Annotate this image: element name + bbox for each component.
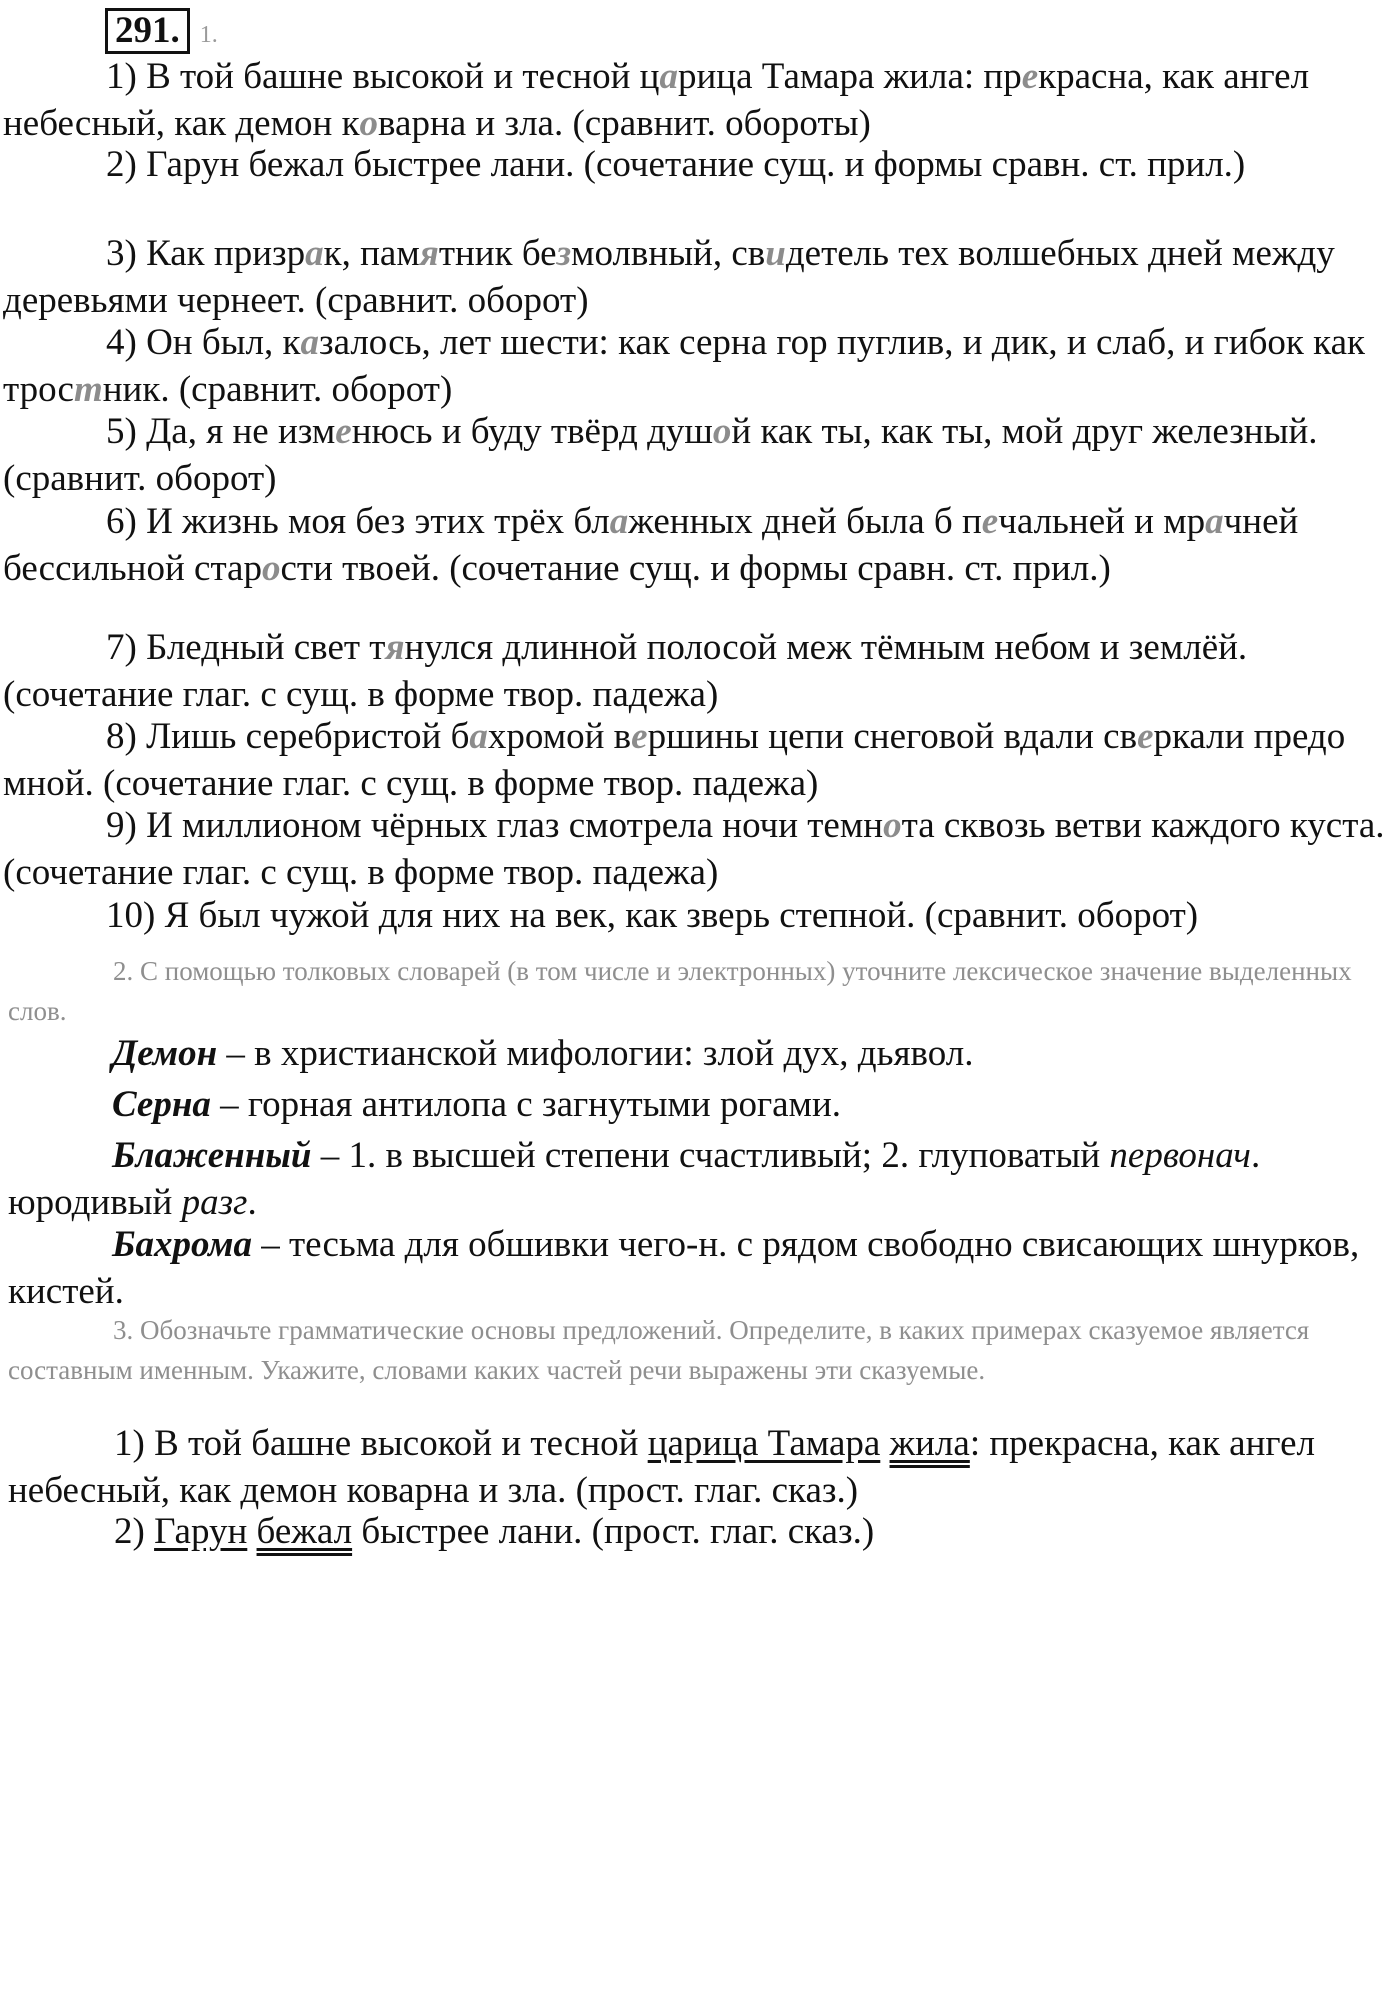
highlighted-letter: о (359, 103, 379, 144)
highlighted-letter: е (981, 501, 999, 542)
item-text: ркали предо мной. (сочетание глаг. с сущ. в форме твор. падежа) (3, 716, 1346, 804)
highlighted-letter: т (73, 369, 103, 410)
answer-text: 2) (114, 1511, 155, 1552)
definition-note: первонач (1109, 1135, 1251, 1176)
definition-term: Серна (112, 1084, 211, 1125)
item-text: нулся длинной полосой меж тёмным небом и землёй. (сочетание глаг. с сущ. в форме твор. падежа) (3, 627, 1248, 715)
definition-text: . юродивый (8, 1135, 1261, 1223)
highlighted-letter: е (631, 716, 648, 757)
highlighted-letter: е (1137, 716, 1154, 757)
item-text: молвный, св (571, 233, 766, 274)
answer-text: 1) В той башне высокой и тесной (114, 1423, 648, 1464)
highlighted-letter: а (659, 56, 678, 97)
task-prompt-2: 2. С помощью толковых словарей (в том числе и электронных) уточните лексическое значение выделенных слов. (8, 956, 1352, 1026)
definition-bakhroma (8, 1221, 1393, 1315)
highlighted-letter: я (419, 233, 439, 274)
list-item (3, 498, 1393, 592)
item-text: 4) Он был, к (106, 322, 301, 363)
highlighted-letter: е (1021, 56, 1039, 97)
list-item (3, 408, 1393, 502)
definition-note: разг (181, 1182, 248, 1223)
highlighted-letter: з (556, 233, 572, 274)
answer-text: быстрее лани. (прост. глаг. сказ.) (352, 1511, 875, 1552)
item-text: 10) Я был чужой для них на век, как зверь степной. (сравнит. оборот) (106, 895, 1199, 936)
answer-text (880, 1423, 889, 1464)
list-item (3, 319, 1393, 413)
definition-term: Блаженный (112, 1135, 312, 1176)
item-text: 3) Как призр (106, 233, 306, 274)
item-text: 1) В той башне высокой и тесной ц (106, 56, 660, 97)
item-text: чальней и мр (998, 501, 1206, 542)
list-item (3, 802, 1393, 896)
predicate-underline: бежал (256, 1511, 353, 1552)
highlighted-letter: о (261, 548, 281, 589)
predicate-underline: жила (889, 1423, 970, 1464)
definition-serna (8, 1081, 1393, 1128)
item-text: 9) И миллионом чёрных глаз смотрела ночи темн (106, 805, 884, 846)
highlighted-letter: а (609, 501, 629, 542)
definition-text: – 1. в высшей степени счастливый; 2. глуповатый (311, 1135, 1110, 1176)
highlighted-letter: о (712, 411, 732, 452)
definition-demon (8, 1030, 1393, 1077)
highlighted-letter: я (385, 627, 405, 668)
subject-underline: царица Тамара (647, 1423, 881, 1464)
task-prompt-3: 3. Обозначьте грамматические основы предложений. Определите, в каких примерах сказуемое является составным именным. Укажите, словами каких частей речи выражены эти сказуемые. (8, 1315, 1310, 1385)
item-text: красна, как ангел небесный, как демон к (3, 56, 1310, 144)
answer-item (8, 1508, 1393, 1555)
list-item (3, 141, 1393, 188)
list-item (3, 230, 1393, 324)
definition-text: – горная антилопа с загнутыми рогами. (210, 1084, 842, 1125)
item-text: варна и зла. (сравнит. обороты) (378, 103, 871, 144)
item-text: 2) Гарун бежал быстрее лани. (сочетание сущ. и формы сравн. ст. прил.) (106, 144, 1246, 185)
highlighted-letter: о (883, 805, 902, 846)
highlighted-letter: е (335, 411, 352, 452)
definition-text: – тесьма для обшивки чего-н. с рядом свободно свисающих шнурков, кистей. (8, 1224, 1360, 1312)
list-item (3, 892, 1393, 939)
definition-term: Бахрома (112, 1224, 252, 1265)
item-text: чней бессильной стар (3, 501, 1299, 589)
item-text: нюсь и буду твёрд душ (351, 411, 713, 452)
highlighted-letter: а (300, 322, 319, 363)
item-text: рица Тамара жила: пр (677, 56, 1022, 97)
highlighted-letter: а (305, 233, 324, 274)
item-text: й как ты, как ты, мой друг железный. (сравнит. оборот) (3, 411, 1318, 499)
item-text: ник. (сравнит. оборот) (102, 369, 453, 410)
item-text: залось, лет шести: как серна гор пуглив, и дик, и слаб, и гибок как трос (3, 322, 1365, 410)
answer-item (8, 1420, 1393, 1514)
task-header (105, 8, 218, 54)
subject-underline: Гарун (154, 1511, 248, 1552)
item-text: 8) Лишь серебристой б (106, 716, 470, 757)
highlighted-letter: а (469, 716, 488, 757)
item-text: 5) Да, я не изм (106, 411, 336, 452)
item-text: ршины цепи снеговой вдали св (647, 716, 1138, 757)
item-text: тник бе (438, 233, 557, 274)
list-item (3, 624, 1393, 718)
part-label: 1. (199, 22, 218, 48)
definition-blazhenny (8, 1132, 1393, 1226)
answer-text (247, 1511, 256, 1552)
item-text: 6) И жизнь моя без этих трёх бл (106, 501, 610, 542)
item-text: сти твоей. (сочетание сущ. и формы сравн. ст. прил.) (280, 548, 1111, 589)
item-text: к, пам (323, 233, 420, 274)
item-text: 7) Бледный свет т (106, 627, 386, 668)
item-text: хромой в (487, 716, 632, 757)
task-number: 291. (105, 8, 190, 54)
definition-term: Демон (112, 1033, 218, 1074)
definition-text: – в христианской мифологии: злой дух, дьявол. (217, 1033, 974, 1074)
definition-text: . (247, 1182, 257, 1223)
highlighted-letter: а (1205, 501, 1224, 542)
item-text: та сквозь ветви каждого куста. (сочетание глаг. с сущ. в форме твор. падежа) (3, 805, 1385, 893)
list-item (3, 713, 1393, 807)
list-item (3, 53, 1393, 147)
item-text: детель тех волшебных дней между деревьями чернеет. (сравнит. оборот) (3, 233, 1335, 321)
answer-text: : прекрасна, как ангел небесный, как демон коварна и зла. (прост. глаг. сказ.) (8, 1423, 1315, 1511)
item-text: женных дней была б п (628, 501, 982, 542)
highlighted-letter: и (765, 233, 786, 274)
